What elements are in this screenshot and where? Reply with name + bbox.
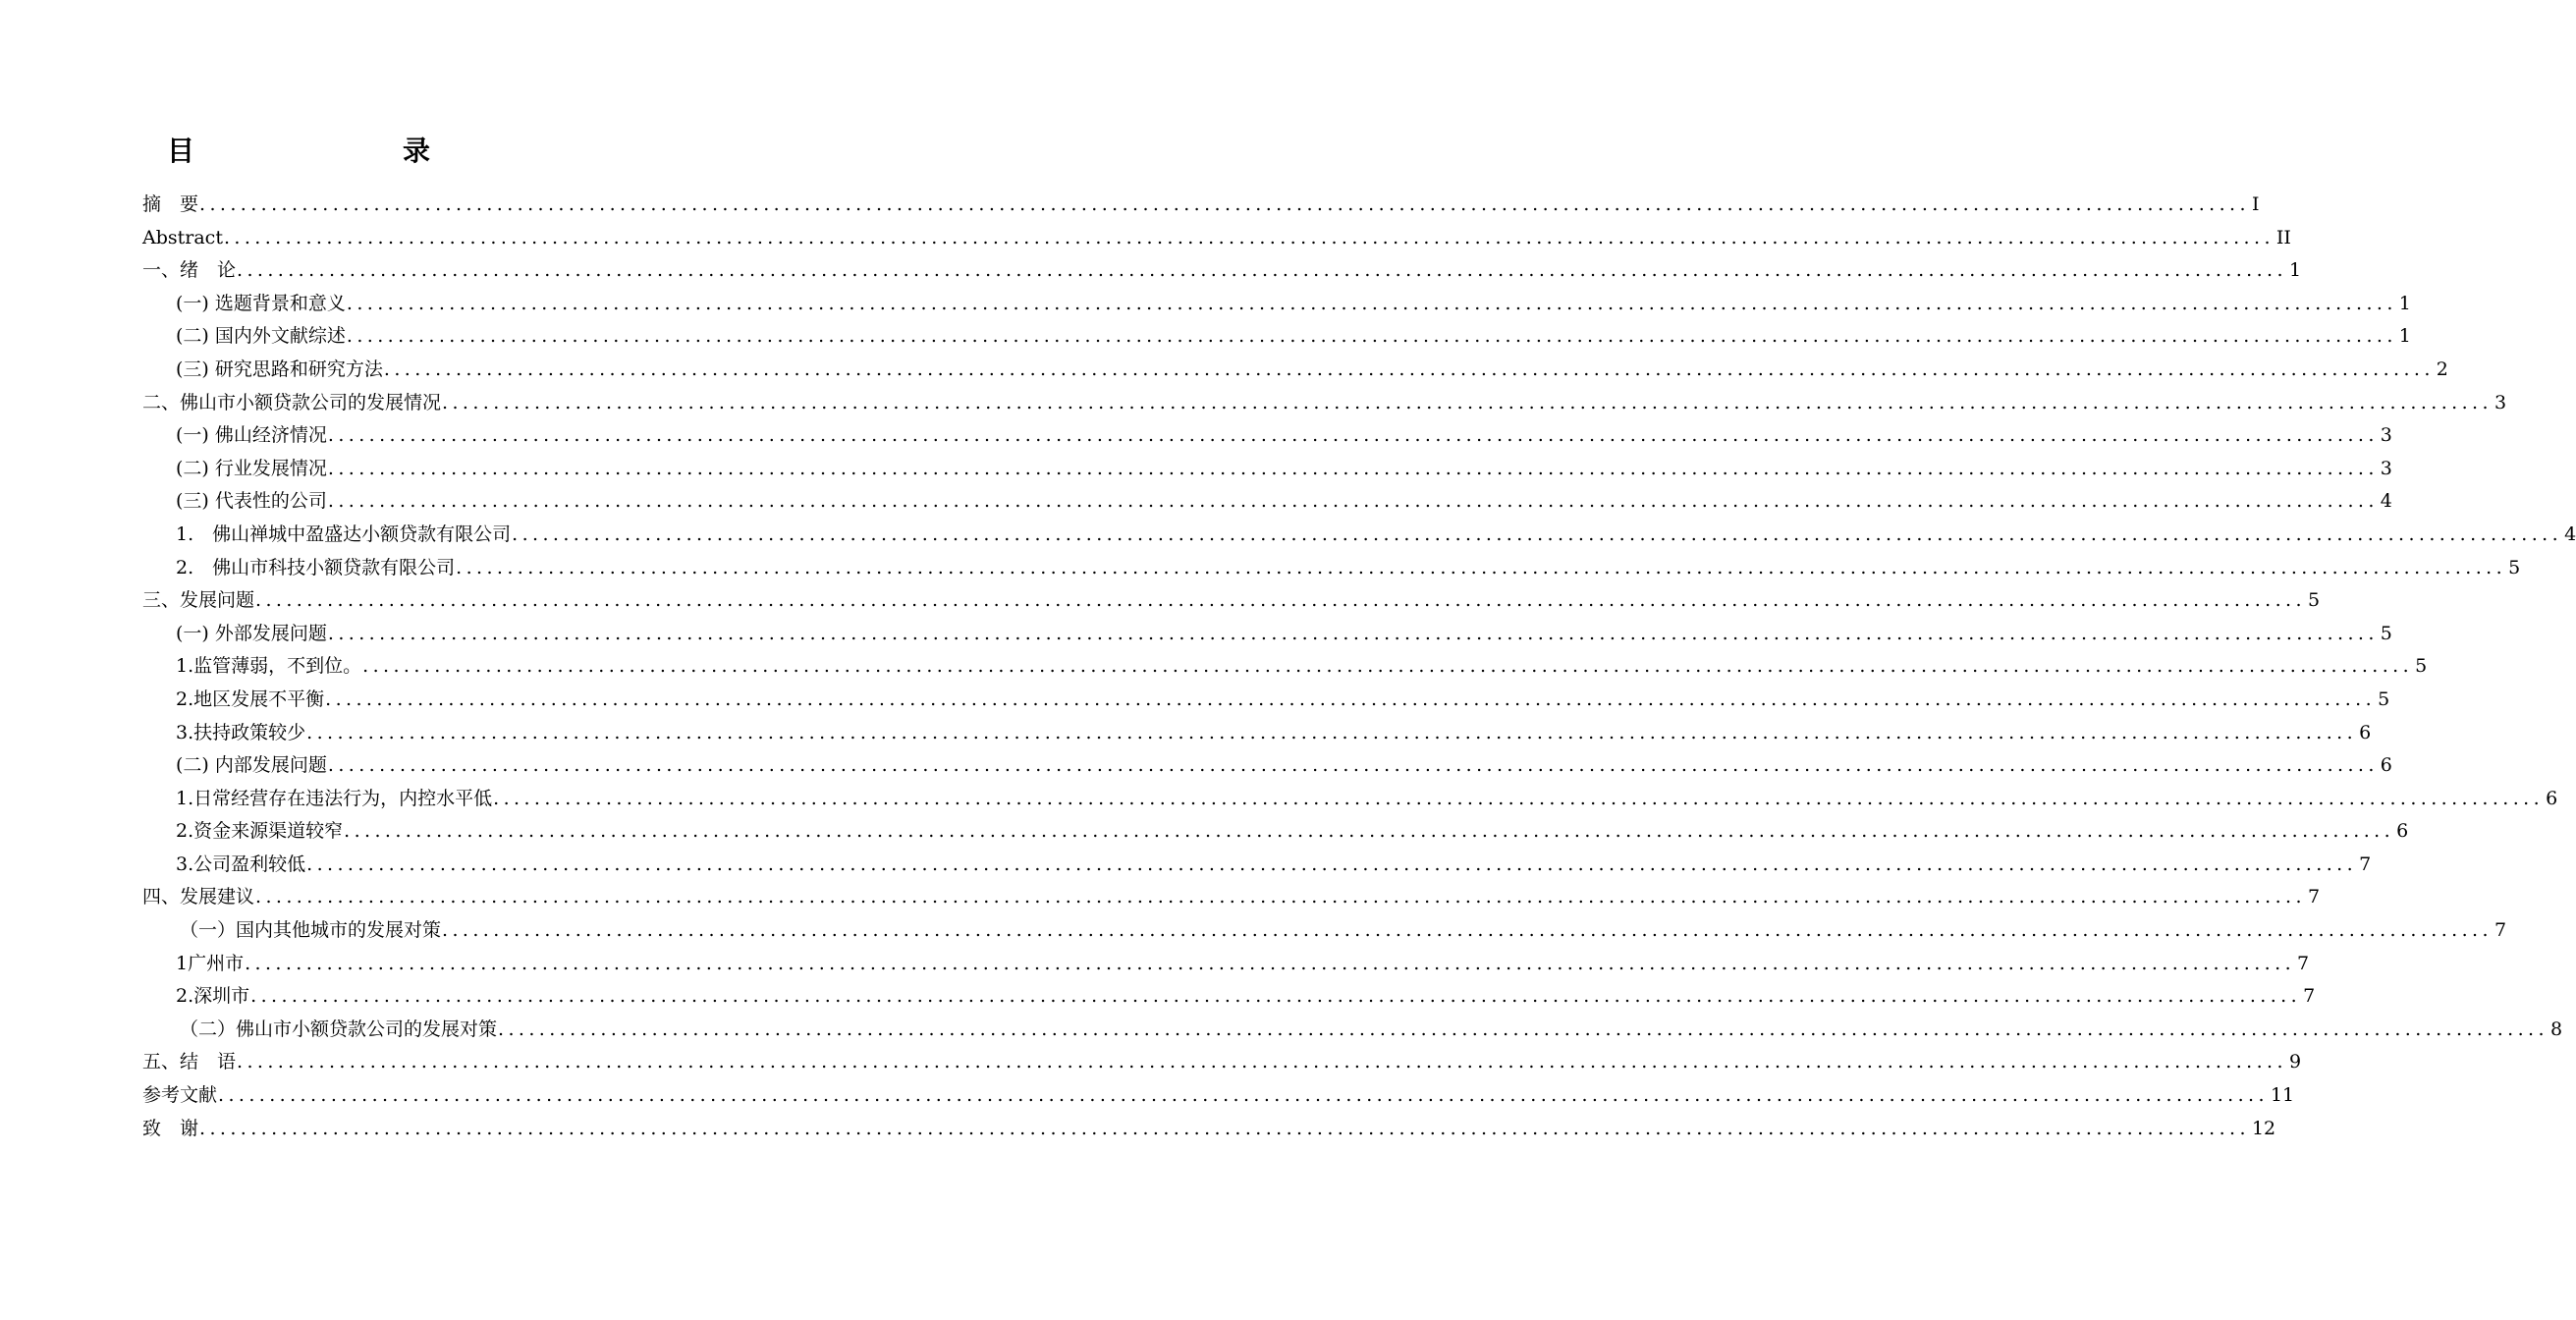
table-of-contents: [142, 189, 2576, 1145]
toc-entry[interactable]: [142, 749, 2392, 783]
toc-entry-label: 摘 要: [142, 193, 199, 215]
toc-entry-page-number: 7: [2297, 952, 2310, 974]
toc-entry-page-number: 2: [2436, 358, 2448, 380]
toc-entry[interactable]: [142, 584, 2321, 618]
toc-entry-label: 2.深圳市: [176, 985, 250, 1008]
toc-entry-page-number: 7: [2303, 985, 2316, 1008]
toc-leader-dots: ........................................................................................................................................................................................................: [327, 754, 2379, 777]
toc-entry-label: （一）国内其他城市的发展对策: [180, 919, 442, 942]
toc-entry-page-number: I: [2251, 193, 2260, 215]
toc-entry[interactable]: [142, 948, 2310, 981]
toc-entry-page-number: 7: [2494, 919, 2507, 942]
toc-entry-label: 1.监管薄弱，不到位。: [176, 655, 362, 678]
toc-entry[interactable]: [142, 618, 2392, 651]
toc-entry-page-number: 6: [2546, 787, 2558, 809]
toc-entry-label: 一、绪 论: [142, 259, 237, 282]
toc-entry[interactable]: [142, 254, 2302, 288]
toc-entry-page-number: 3: [2380, 424, 2392, 447]
toc-entry[interactable]: [142, 1014, 2563, 1047]
toc-entry[interactable]: [142, 387, 2507, 420]
toc-leader-dots: ........................................................................................................................................................................................................: [223, 226, 2275, 248]
toc-entry-label: (三) 研究思路和研究方法: [176, 358, 383, 380]
toc-leader-dots: ........................................................................................................................................................................................................: [327, 490, 2379, 513]
toc-entry[interactable]: [142, 1113, 2276, 1146]
toc-entry[interactable]: [142, 1079, 2295, 1113]
toc-entry-label: (一) 选题背景和意义: [176, 292, 346, 314]
toc-entry[interactable]: [142, 815, 2409, 849]
toc-entry-label: 3.扶持政策较少: [176, 721, 306, 743]
toc-entry-label: (二) 国内外文献综述: [176, 325, 346, 348]
toc-entry-label: 二、佛山市小额贷款公司的发展情况: [142, 391, 442, 413]
toc-entry[interactable]: [142, 189, 2260, 222]
toc-entry-label: 1广州市: [176, 952, 245, 974]
toc-entry[interactable]: [142, 650, 2428, 684]
toc-entry[interactable]: [142, 552, 2521, 585]
toc-entry-label: 四、发展建议: [142, 886, 255, 908]
toc-entry[interactable]: [142, 288, 2411, 321]
toc-entry[interactable]: [142, 717, 2372, 750]
toc-entry-label: (一) 外部发展问题: [176, 622, 327, 644]
toc-entry[interactable]: [142, 519, 2576, 552]
toc-entry-label: (三) 代表性的公司: [176, 490, 327, 513]
toc-entry-page-number: 6: [2359, 721, 2372, 743]
toc-leader-dots: ........................................................................................................................................................................................................: [498, 1018, 2549, 1040]
toc-leader-dots: ........................................................................................................................................................................................................: [346, 325, 2397, 348]
toc-leader-dots: ........................................................................................................................................................................................................: [327, 457, 2379, 479]
toc-entry[interactable]: [142, 684, 2390, 717]
toc-leader-dots: ........................................................................................................................................................................................................: [199, 1117, 2250, 1139]
toc-entry[interactable]: [142, 485, 2392, 519]
toc-entry-label: 2.资金来源渠道较窄: [176, 820, 344, 843]
toc-entry-page-number: 3: [2494, 391, 2507, 413]
toc-entry-label: 五、结 语: [142, 1051, 237, 1073]
toc-leader-dots: ........................................................................................................................................................................................................: [199, 193, 2250, 215]
toc-entry[interactable]: [142, 980, 2316, 1014]
toc-leader-dots: ........................................................................................................................................................................................................: [255, 589, 2306, 612]
toc-entry[interactable]: [142, 783, 2558, 816]
toc-entry[interactable]: [142, 354, 2448, 387]
toc-entry-page-number: 1: [2288, 259, 2302, 282]
toc-leader-dots: ........................................................................................................................................................................................................: [327, 622, 2379, 644]
page-title: 目 录: [167, 135, 482, 167]
toc-entry-label: 2.地区发展不平衡: [176, 688, 325, 710]
toc-entry-label: 2. 佛山市科技小额贷款有限公司: [176, 556, 456, 578]
toc-entry-label: 参考文献: [142, 1084, 218, 1107]
toc-entry-label: 致 谢: [142, 1117, 199, 1139]
toc-leader-dots: ........................................................................................................................................................................................................: [344, 820, 2395, 843]
toc-entry-page-number: 7: [2359, 852, 2372, 875]
toc-entry[interactable]: [142, 419, 2392, 453]
toc-entry-page-number: 1: [2398, 292, 2411, 314]
toc-leader-dots: ........................................................................................................................................................................................................: [442, 391, 2493, 413]
toc-entry-page-number: 4: [2380, 490, 2392, 513]
toc-entry-page-number: 4: [2564, 522, 2576, 545]
toc-entry-page-number: II: [2275, 226, 2291, 248]
toc-entry-page-number: 5: [2508, 556, 2521, 578]
toc-entry-label: （二）佛山市小额贷款公司的发展对策: [180, 1018, 498, 1040]
toc-entry-page-number: 7: [2307, 886, 2321, 908]
toc-entry-page-number: 5: [2415, 655, 2428, 678]
toc-leader-dots: ........................................................................................................................................................................................................: [237, 259, 2287, 282]
toc-entry-label: 3.公司盈利较低: [176, 852, 306, 875]
toc-entry[interactable]: [142, 881, 2321, 914]
toc-leader-dots: ........................................................................................................................................................................................................: [245, 952, 2296, 974]
toc-leader-dots: ........................................................................................................................................................................................................: [255, 886, 2306, 908]
toc-leader-dots: ........................................................................................................................................................................................................: [250, 985, 2302, 1008]
toc-leader-dots: ........................................................................................................................................................................................................: [237, 1051, 2287, 1073]
toc-entry-page-number: 12: [2251, 1117, 2276, 1139]
toc-leader-dots: ........................................................................................................................................................................................................: [325, 688, 2377, 710]
toc-entry[interactable]: [142, 849, 2372, 882]
toc-entry-page-number: 6: [2396, 820, 2409, 843]
toc-leader-dots: ........................................................................................................................................................................................................: [383, 358, 2435, 380]
toc-leader-dots: ........................................................................................................................................................................................................: [512, 522, 2563, 545]
toc-entry-label: 1.日常经营存在违法行为，内控水平低: [176, 787, 493, 809]
toc-leader-dots: ........................................................................................................................................................................................................: [306, 852, 2358, 875]
toc-entry[interactable]: [142, 1046, 2302, 1079]
toc-entry-page-number: 1: [2398, 325, 2411, 348]
toc-entry-label: (二) 内部发展问题: [176, 754, 327, 777]
toc-entry[interactable]: [142, 453, 2392, 486]
toc-leader-dots: ........................................................................................................................................................................................................: [493, 787, 2545, 809]
toc-leader-dots: ........................................................................................................................................................................................................: [327, 424, 2379, 447]
toc-leader-dots: ........................................................................................................................................................................................................: [346, 292, 2397, 314]
toc-entry-label: (二) 行业发展情况: [176, 457, 327, 479]
toc-leader-dots: ........................................................................................................................................................................................................: [218, 1084, 2269, 1107]
toc-entry-page-number: 5: [2307, 589, 2321, 612]
toc-entry-page-number: 6: [2380, 754, 2392, 777]
toc-entry-label: Abstract: [142, 226, 223, 248]
toc-entry[interactable]: [142, 914, 2507, 948]
toc-entry-page-number: 5: [2380, 622, 2392, 644]
toc-entry[interactable]: [142, 320, 2411, 354]
toc-leader-dots: ........................................................................................................................................................................................................: [362, 655, 2414, 678]
toc-leader-dots: ........................................................................................................................................................................................................: [306, 721, 2358, 743]
toc-entry-page-number: 9: [2288, 1051, 2302, 1073]
toc-entry-page-number: 8: [2549, 1018, 2563, 1040]
toc-entry-label: 1. 佛山禅城中盈盛达小额贷款有限公司: [176, 522, 512, 545]
toc-entry-label: (一) 佛山经济情况: [176, 424, 327, 447]
toc-entry-page-number: 11: [2270, 1084, 2295, 1107]
toc-leader-dots: ........................................................................................................................................................................................................: [442, 919, 2493, 942]
toc-entry-page-number: 3: [2380, 457, 2392, 479]
toc-entry[interactable]: [142, 222, 2291, 255]
toc-entry-page-number: 5: [2378, 688, 2390, 710]
toc-leader-dots: ........................................................................................................................................................................................................: [456, 556, 2507, 578]
toc-entry-label: 三、发展问题: [142, 589, 255, 612]
